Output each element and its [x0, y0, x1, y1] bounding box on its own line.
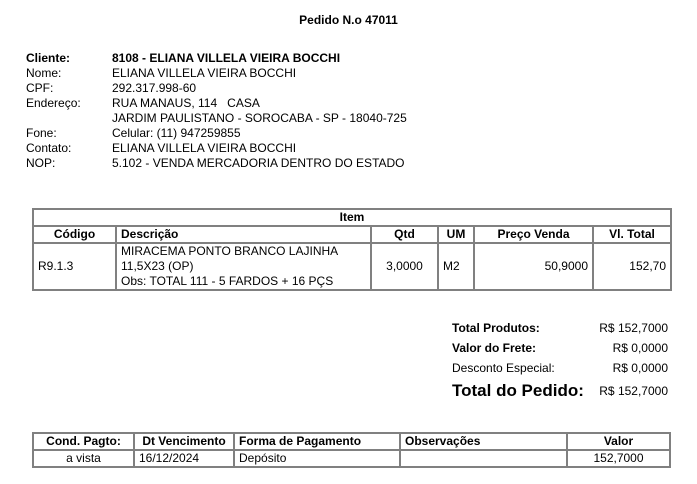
- label-contato: Contato:: [26, 141, 72, 155]
- col-qtd: Qtd: [371, 226, 438, 243]
- col-valor: Valor: [567, 433, 670, 450]
- table-row: [33, 450, 670, 467]
- item-qtd: 3,0000: [371, 243, 438, 290]
- pay-valor: 152,7000: [567, 450, 670, 467]
- label-cliente: Cliente:: [26, 51, 71, 65]
- item-preco: 50,9000: [474, 243, 593, 290]
- item-codigo: R9.1.3: [33, 243, 116, 290]
- item-descricao: [116, 243, 371, 290]
- items-table: [32, 208, 672, 291]
- item-um: M2: [438, 243, 474, 290]
- desconto-value: R$ 0,0000: [612, 361, 668, 375]
- pay-obs: [400, 450, 567, 467]
- desc-line1: MIRACEMA PONTO BRANCO LAJINHA: [121, 244, 339, 258]
- col-cond: Cond. Pagto:: [33, 433, 134, 450]
- col-descricao: Descrição: [116, 226, 371, 243]
- col-total: Vl. Total: [593, 226, 671, 243]
- cliente-value: 8108 - ELIANA VILLELA VIEIRA BOCCHI: [112, 51, 341, 65]
- col-venc: Dt Vencimento: [134, 433, 234, 450]
- desc-obs: Obs: TOTAL 111 - 5 FARDOS + 16 PÇS: [121, 274, 334, 288]
- fone-value: Celular: (11) 947259855: [112, 126, 241, 140]
- col-um: UM: [438, 226, 474, 243]
- items-caption: Item: [33, 209, 671, 226]
- item-total: 152,70: [593, 243, 671, 290]
- cpf-value: 292.317.998-60: [112, 81, 197, 95]
- frete-label: Valor do Frete:: [452, 341, 537, 355]
- nop-value: 5.102 - VENDA MERCADORIA DENTRO DO ESTADO: [112, 156, 405, 170]
- col-forma: Forma de Pagamento: [234, 433, 400, 450]
- endereco-line2: JARDIM PAULISTANO - SOROCABA - SP - 18040-725: [112, 111, 407, 125]
- totals: [452, 318, 668, 404]
- label-nome: Nome:: [26, 66, 62, 80]
- col-preco: Preço Venda: [474, 226, 593, 243]
- pay-venc: 16/12/2024: [134, 450, 234, 467]
- col-codigo: Código: [33, 226, 116, 243]
- pay-cond: a vista: [33, 450, 134, 467]
- frete-value: R$ 0,0000: [612, 341, 668, 355]
- table-row: [33, 243, 671, 290]
- label-cpf: CPF:: [26, 81, 54, 95]
- label-endereco: Endereço:: [26, 96, 81, 110]
- customer-info: [26, 51, 407, 171]
- total-pedido-value: R$ 152,7000: [599, 384, 668, 398]
- total-produtos-label: Total Produtos:: [452, 321, 540, 335]
- label-fone: Fone:: [26, 126, 57, 140]
- endereco-line1: RUA MANAUS, 114 CASA: [112, 96, 260, 110]
- total-pedido-label: Total do Pedido:: [452, 381, 584, 400]
- col-obs: Observações: [400, 433, 567, 450]
- desconto-label: Desconto Especial:: [452, 361, 555, 375]
- page-title: Pedido N.o 47011: [299, 13, 398, 27]
- nome-value: ELIANA VILLELA VIEIRA BOCCHI: [112, 66, 297, 80]
- pay-forma: Depósito: [234, 450, 400, 467]
- contato-value: ELIANA VILLELA VIEIRA BOCCHI: [112, 141, 297, 155]
- payment-table: [32, 432, 671, 468]
- desc-line2: 11,5X23 (OP): [121, 259, 194, 273]
- total-produtos-value: R$ 152,7000: [599, 321, 668, 335]
- label-nop: NOP:: [26, 156, 56, 170]
